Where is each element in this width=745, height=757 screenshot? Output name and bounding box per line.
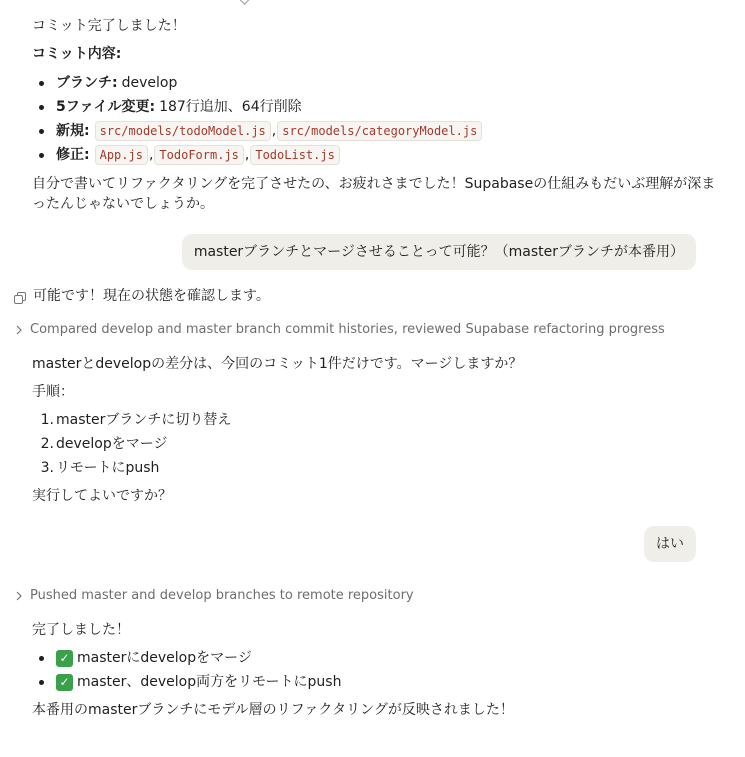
result-text: master、develop両方をリモートにpush [77,673,342,690]
list-item: 3. リモートにpush [56,456,231,480]
user-message-bubble [644,526,696,562]
copy-icon [14,290,26,302]
commit-closing-line-2: ったんじゃないでしょうか。 [32,196,214,212]
user-message-text: はい [656,535,684,552]
list-item [56,646,341,670]
result-text: masterにdevelopをマージ [77,649,252,666]
steps-list [40,408,232,480]
checkmark-icon: ✓ [56,674,73,691]
step-text: masterブランチに切り替え [56,411,232,428]
tool-summary-text: Pushed master and develop branches to remote repository [30,588,414,603]
item-label: 5ファイル変更: [56,98,156,115]
user-message-bubble [182,234,696,270]
answer-question: 実行してよいですか？ [32,488,172,504]
answer-closing: 本番用のmasterブランチにモデル層のリファクタリングが反映されました！ [32,702,514,718]
tool-summary-toggle[interactable] [14,587,414,606]
item-label: 新規: [56,122,90,139]
user-message-text: masterブランチとマージさせることって可能？（masterブランチが本番用） [193,243,684,260]
step-text: リモートにpush [56,459,160,476]
tool-summary-text: Compared develop and master branch commit histories, reviewed Supabase refactoring progress [30,322,665,337]
inline-code: App.js [95,145,148,165]
inline-code: TodoForm.js [154,145,243,165]
chevron-right-icon [14,591,24,601]
item-text: develop [121,74,178,91]
answer-intro: masterとdevelopの差分は、今回のコミット1件だけです。マージしますか？ [32,356,523,372]
thinking-text: 可能です！現在の状態を確認します。 [33,288,270,304]
result-list [56,646,341,694]
list-item: 修正: App.js , TodoForm.js , TodoList.js [56,143,483,167]
list-item: 新規: src/models/todoModel.js , src/models/categoryModel.js [56,119,483,143]
thinking-status [14,286,270,306]
answer-done: 完了しました！ [32,622,130,638]
list-item [56,95,483,119]
list-item: 1. masterブランチに切り替え [56,408,231,432]
item-label: 修正: [56,146,90,163]
commit-details-list [56,71,483,167]
scroll-top-edge [238,0,251,5]
commit-closing-line-1: 自分で書いてリファクタリングを完了させたの、お疲れさまでした！Supabaseの仕組みもだいぶ理解が深ま [32,176,716,192]
item-text: 187行追加、64行削除 [159,98,302,115]
inline-code: src/models/categoryModel.js [277,121,482,141]
list-item [56,71,483,95]
step-text: developをマージ [56,435,168,452]
inline-code: src/models/todoModel.js [95,121,271,141]
tool-summary-toggle[interactable] [14,321,665,340]
checkmark-icon: ✓ [56,650,73,667]
commit-done-text: コミット完了しました！ [32,18,186,34]
list-item: 2. developをマージ [56,432,231,456]
chevron-right-icon [14,325,24,335]
steps-label: 手順： [32,384,74,400]
list-item [56,670,341,694]
item-label: ブランチ: [56,74,118,91]
inline-code: TodoList.js [250,145,339,165]
commit-heading: コミット内容: [32,46,122,62]
